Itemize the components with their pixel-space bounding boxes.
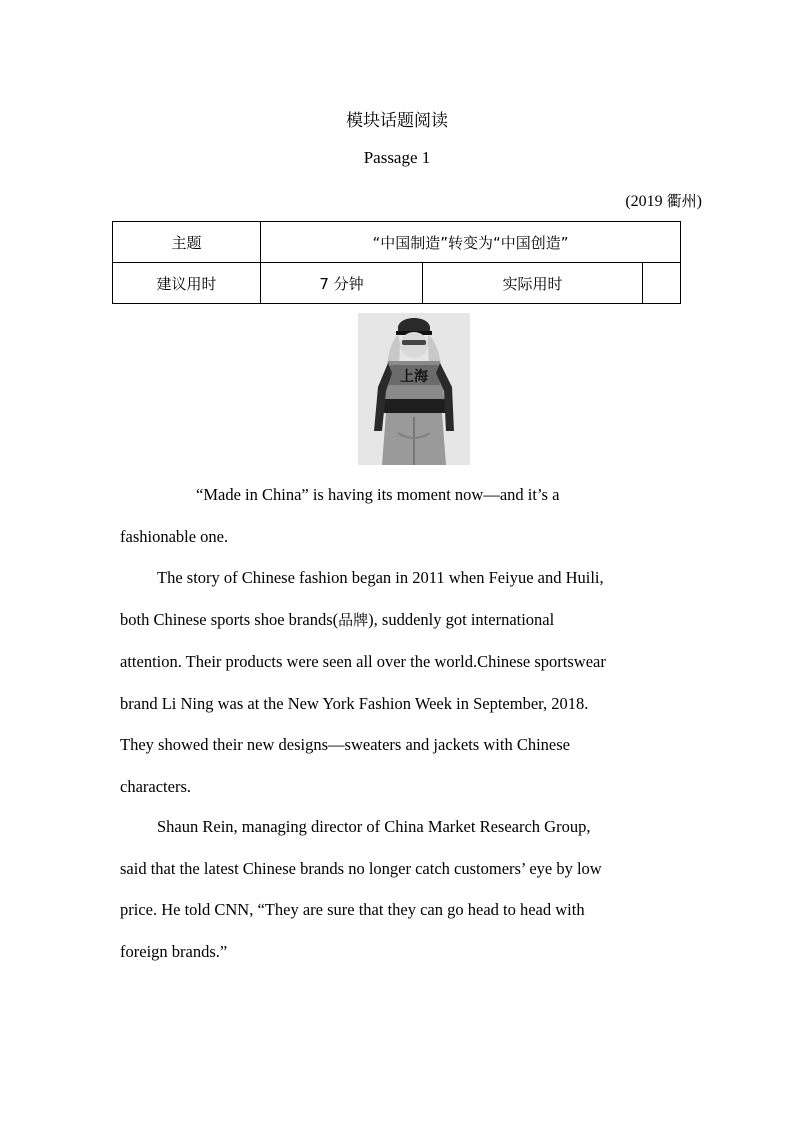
page-title: 模块话题阅读	[346, 111, 448, 131]
fashion-model-photo	[358, 313, 470, 465]
p1-line-1	[120, 474, 680, 516]
actual-time-label: 实际用时	[423, 263, 643, 304]
suggested-time-label: 建议用时	[113, 263, 261, 304]
p2-line-2	[120, 599, 680, 642]
paragraph-3	[120, 806, 680, 972]
p3-line-4: foreign brands.”	[120, 941, 228, 961]
passage-label: Passage 1	[363, 148, 431, 167]
p1-line-2: fashionable one.	[120, 526, 229, 546]
p2-text-2a: both Chinese sports shoe brands(	[120, 609, 339, 629]
p2-text-1: The story of Chinese fashion began in 2011 when Feiyue and Huili,	[157, 568, 604, 587]
actual-time-value	[643, 263, 681, 304]
p2-text-2c: ), suddenly got international	[368, 609, 555, 629]
time-row	[113, 263, 681, 304]
paragraph-2	[120, 557, 680, 808]
p2-line-6: characters.	[120, 776, 191, 796]
p2-line-4: brand Li Ning was at the New York Fashion Week in September, 2018.	[120, 693, 589, 713]
topic-row	[113, 222, 681, 263]
p3-line-3: price. He told CNN, “They are sure that they can go head to head with	[120, 900, 585, 920]
p2-line-1	[120, 557, 680, 599]
info-table	[112, 221, 681, 304]
p2-line-5: They showed their new designs—sweaters and jackets with Chinese	[120, 735, 570, 755]
suggested-time-value: 7 分钟	[261, 263, 423, 304]
p3-line-2: said that the latest Chinese brands no longer catch customers’ eye by low	[120, 858, 602, 878]
p2-line-3: attention. Their products were seen all over the world.Chinese sportswear	[120, 652, 606, 672]
source-place: 衢州	[666, 192, 697, 210]
p2-text-2b: 品牌	[338, 610, 369, 629]
source-close: )	[696, 193, 702, 210]
p3-text-1: Shaun Rein, managing director of China Market Research Group,	[157, 817, 591, 836]
fashion-model-illustration	[358, 313, 470, 465]
shirt-print-text: 上海	[400, 369, 428, 385]
source-citation	[625, 190, 702, 211]
paragraph-1	[120, 474, 680, 557]
topic-value: “中国制造”转变为“中国创造”	[261, 222, 681, 263]
p1-text-1: “Made in China” is having its moment now—and it’s a	[196, 485, 560, 504]
p3-line-1	[120, 806, 680, 848]
source-year: (2019	[625, 193, 663, 210]
topic-label: 主题	[113, 222, 261, 263]
